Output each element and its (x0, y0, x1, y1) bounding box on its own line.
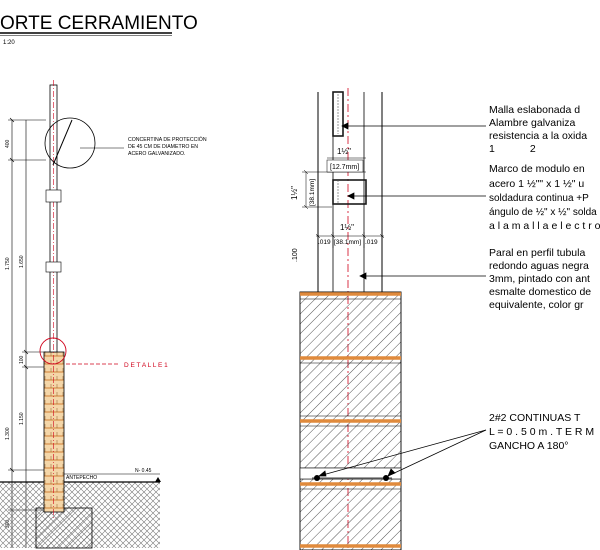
dim-1150: 1.150 (19, 412, 25, 425)
note-malla-2: Alambre galvaniza (489, 117, 576, 129)
dim-half-vert: 1½" (290, 186, 299, 200)
note-malla-1: Malla eslabonada d (489, 104, 581, 116)
post-bracket (46, 190, 61, 202)
note-refuerzo-1: 2#2 CONTINUAS T (489, 412, 581, 424)
note-paral-2: redondo aguas negra (489, 260, 589, 272)
scale-label: 1:20 (3, 40, 15, 46)
dim-100: 100 (19, 355, 25, 364)
dim-127: [12.7mm] (330, 164, 360, 171)
concertina-note-1: CONCERTINA DE PROTECCIÓN (128, 137, 207, 143)
note-refuerzo-2: L = 0 . 5 0 m . T E R M (489, 426, 595, 438)
dim-half-bottom: 1½" (340, 223, 354, 232)
brick-pier (44, 352, 64, 512)
note-marco-4: ángulo de ½" x ½" solda (489, 207, 597, 218)
antepecho-label: ANTEPECHO (66, 475, 98, 481)
concertina-note-2: DE 45 CM DE DIAMETRO EN (128, 144, 199, 150)
detail-label: D E T A L L E 1 (124, 362, 168, 369)
note-paral-5: equivalente, color gr (489, 299, 584, 311)
note-paral-3: 3mm, pintado con ant (489, 273, 590, 285)
dim-381-bottom: [38.1mm] (334, 239, 362, 246)
footing (36, 508, 92, 548)
note-malla-3: resistencia a la oxida (489, 130, 588, 142)
dim-400: 400 (5, 139, 11, 148)
note-marco-3: soldadura continua +P (489, 193, 589, 204)
note-paral-1: Paral en perfil tubula (489, 247, 586, 259)
detail-section (290, 88, 401, 550)
dim-019-right: .019 (365, 239, 378, 246)
dim-38-vert: [38.1mm] (309, 178, 316, 206)
note-marco-2: acero 1 ½"" x 1 ½" u (489, 178, 585, 190)
note-marco-5: a l a m a l l a e l e c t r o (489, 220, 600, 232)
dim-100-right: .100 (292, 248, 299, 262)
dim-1300: 1.300 (5, 427, 11, 440)
dim-019-left: .019 (318, 239, 331, 246)
post-bracket-2 (46, 262, 61, 272)
left-elevation (0, 80, 207, 548)
level-label: N- 0.45 (135, 468, 152, 474)
notes (489, 104, 600, 452)
note-malla-4: 1 2 (489, 143, 536, 155)
note-marco-1: Marco de modulo en (489, 163, 585, 175)
page-title: ORTE CERRAMIENTO (0, 13, 198, 34)
concertina-note-3: ACERO GALVANIZADO. (128, 151, 186, 157)
level-mark (155, 477, 161, 482)
dim-half-top: 1½" (337, 147, 351, 156)
note-refuerzo-3: GANCHO A 180° (489, 440, 569, 452)
note-paral-4: esmalte domestico de (489, 286, 592, 298)
dim-1750: 1.750 (5, 257, 11, 270)
dim-1650: 1.650 (19, 255, 25, 268)
